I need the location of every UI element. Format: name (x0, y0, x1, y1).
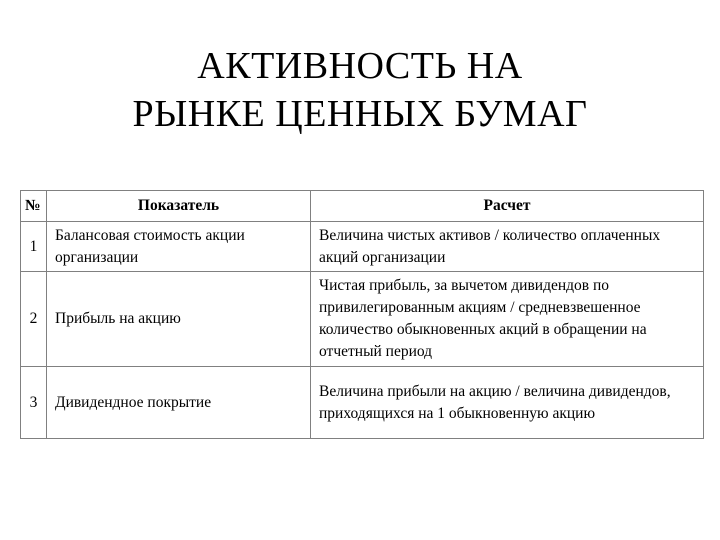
page-title (0, 42, 720, 138)
row-indicator: Дивидендное покрытие (47, 367, 311, 439)
header-calculation: Расчет (311, 191, 704, 222)
row-number: 2 (21, 272, 47, 367)
table-header-row (21, 191, 704, 222)
indicators-table (20, 190, 704, 439)
table-row (21, 272, 704, 367)
table-row (21, 367, 704, 439)
row-indicator: Прибыль на акцию (47, 272, 311, 367)
row-calculation: Чистая прибыль, за вычетом дивидендов по привилегированным акциям / средневзвешенное количество обыкновенных акций в обращении на отчетный период (311, 272, 704, 367)
table-row (21, 222, 704, 272)
row-number: 1 (21, 222, 47, 272)
row-calculation: Величина прибыли на акцию / величина дивидендов, приходящихся на 1 обыкновенную акцию (311, 367, 704, 439)
row-calculation: Величина чистых активов / количество оплаченных акций организации (311, 222, 704, 272)
header-indicator: Показатель (47, 191, 311, 222)
header-number: № (21, 191, 47, 222)
title-line-1: АКТИВНОСТЬ НА (197, 45, 523, 87)
row-number: 3 (21, 367, 47, 439)
row-indicator: Балансовая стоимость акции организации (47, 222, 311, 272)
title-line-2: РЫНКЕ ЦЕННЫХ БУМАГ (132, 93, 588, 135)
